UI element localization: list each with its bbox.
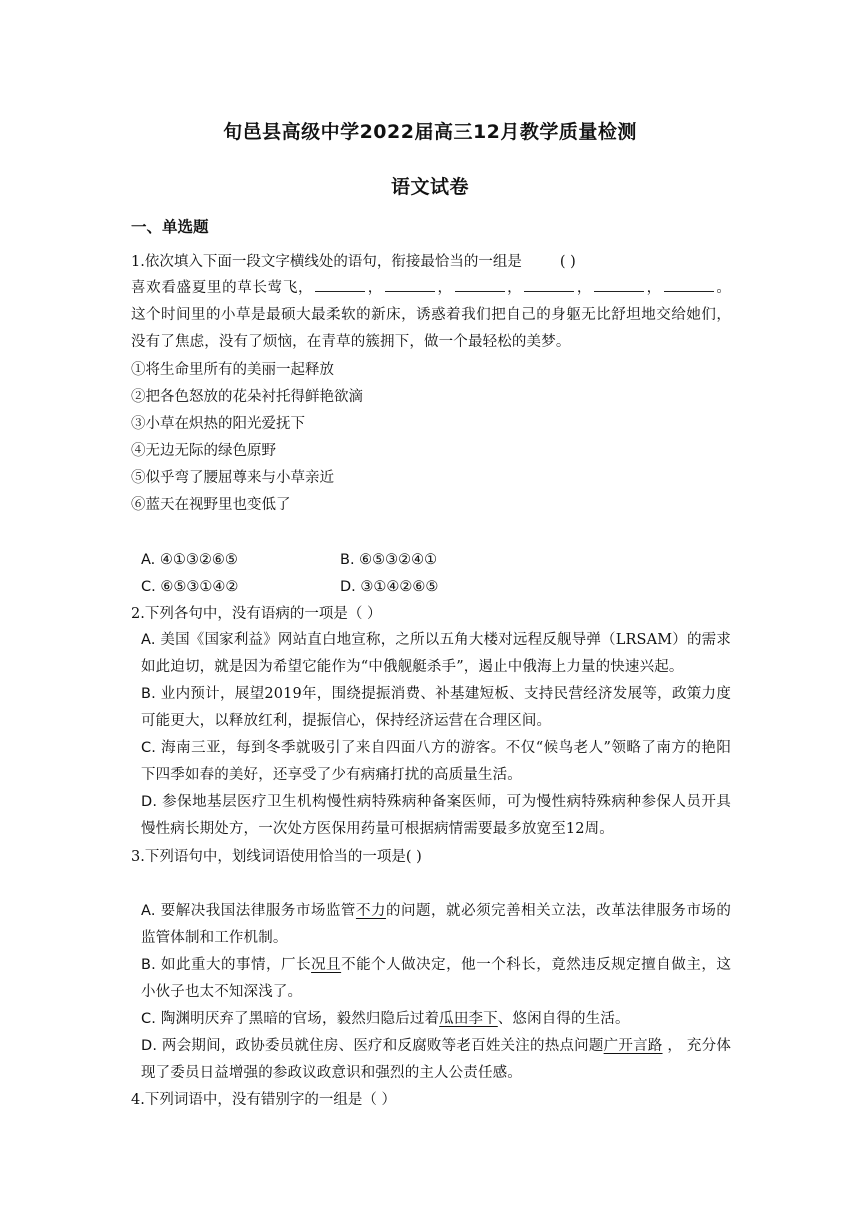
blank-5 (594, 277, 644, 292)
question-3-option-c[interactable] (141, 1006, 731, 1033)
exam-subtitle: 语文试卷 (390, 176, 469, 198)
blank-2 (385, 277, 435, 292)
option-text: ⑥⑤③①④② (160, 579, 239, 595)
question-3-option-b[interactable] (141, 952, 731, 1006)
question-1-option-a[interactable] (141, 550, 238, 570)
option-text: 美国《国家利益》网站直白地宣称，之所以五角大楼对远程反舰导弹（LRSAM）的需求如此迫切，就是因为希望它能作为“中俄舰艇杀手”，遏止中俄海上力量的快速兴起。 (141, 632, 731, 675)
answer-paren: ( ) (559, 254, 576, 270)
option-label: C. (141, 1011, 157, 1027)
section-heading: 一、单选题 (131, 218, 209, 236)
option-text: ⑥⑤③②④① (359, 552, 438, 568)
question-1-option-d[interactable] (340, 577, 438, 597)
question-1-option-c[interactable] (141, 577, 238, 597)
question-3-stem: 3.下列语句中，划线词语使用恰当的一项是( ) (131, 849, 422, 865)
question-3-option-a[interactable] (141, 898, 731, 952)
option-label: C. (141, 740, 157, 756)
option-label: A. (141, 632, 156, 648)
blank-3 (455, 277, 505, 292)
sentence-item: ⑤似乎弯了腰屈尊来与小草亲近 (131, 470, 334, 486)
blank-6 (664, 277, 714, 292)
option-label: D. (141, 794, 158, 810)
underlined-word: 不力 (355, 903, 386, 919)
exam-title: 旬邑县高级中学2022届高三12月教学质量检测 (223, 121, 637, 143)
sentence-item: ⑥蓝天在视野里也变低了 (131, 497, 291, 513)
question-3-option-d[interactable] (141, 1033, 731, 1087)
option-label: C. (141, 579, 156, 595)
option-text: 业内预计，展望2019年，围绕提振消费、补基建短板、支持民营经济发展等，政策力度可能更大，以释放红利，提振信心，保持经济运营在合理区间。 (141, 686, 731, 729)
option-text-pre: 要解决我国法律服务市场监管 (160, 903, 356, 919)
question-1-stem (131, 252, 576, 272)
option-text-pre: 两会期间，政协委员就住房、医疗和反腐败等老百姓关注的热点问题 (161, 1038, 604, 1054)
question-2-stem: 2.下列各句中，没有语病的一项是（ ） (131, 606, 382, 622)
question-2-option-c[interactable] (141, 735, 731, 789)
sentence-item: ③小草在炽热的阳光爱抚下 (131, 416, 305, 432)
option-text-post: 的问题，就必须完善相关立法，改革法律服务市场的监管体制和工作机制。 (141, 903, 732, 946)
sentence-item: ④无边无际的绿色原野 (131, 443, 276, 459)
question-1-passage: 喜欢看盛夏里的草长莺飞， ， ， ， ， ， 。这个时间里的小草是最硕大最柔软的新床，诱惑着我们把自己的身躯无比舒坦地交给她们，没有了焦虑，没有了烦恼，在青草的簇拥下，做一个最轻松的美梦。 (131, 275, 731, 356)
sentence-item: ①将生命里所有的美丽一起释放 (131, 362, 334, 378)
blank-1 (315, 277, 365, 292)
passage-start: 喜欢看盛夏里的草长莺飞， (131, 280, 314, 296)
option-label: B. (141, 957, 156, 973)
question-2-option-a[interactable] (141, 627, 731, 681)
option-text-post: 不能个人做决定，他一个科长，竟然违反规定擅自做主，这小伙子也太不知深浅了。 (141, 957, 731, 1000)
sentence-item: ②把各色怒放的花朵衬托得鲜艳欲滴 (131, 389, 363, 405)
option-label: B. (340, 552, 355, 568)
option-label: A. (141, 552, 156, 568)
option-text-pre: 如此重大的事情，厂长 (160, 957, 312, 973)
question-4-stem: 4.下列词语中，没有错别字的一组是（ ） (131, 1092, 396, 1108)
option-label: A. (141, 903, 156, 919)
option-text-post: 、悠闲自得的生活。 (497, 1011, 630, 1027)
option-text: 海南三亚，每到冬季就吸引了来自四面八方的游客。不仅“候鸟老人”领略了南方的艳阳下四季如春的美好，还享受了少有病痛打扰的高质量生活。 (141, 740, 731, 783)
question-2-option-b[interactable] (141, 681, 731, 735)
underlined-word: 瓜田李下 (439, 1011, 498, 1027)
option-text-post: ， 充分体现了委员日益增强的参政议政意识和强烈的主人公责任感。 (141, 1038, 732, 1081)
option-text: ③①④②⑥⑤ (360, 579, 439, 595)
option-label: D. (141, 1038, 158, 1054)
question-2-option-d[interactable] (141, 789, 731, 843)
blank-4 (524, 277, 574, 292)
underlined-word: 广开言路 (603, 1038, 663, 1054)
question-1-option-b[interactable] (340, 550, 437, 570)
option-label: B. (141, 686, 156, 702)
option-text-pre: 陶渊明厌弃了黑暗的官场，毅然归隐后过着 (160, 1011, 440, 1027)
passage-end: 这个时间里的小草是最硕大最柔软的新床，诱惑着我们把自己的身躯无比舒坦地交给她们，没有了焦虑，没有了烦恼，在青草的簇拥下，做一个最轻松的美梦。 (131, 307, 731, 350)
option-text: ④①③②⑥⑤ (159, 552, 238, 568)
option-label: D. (340, 579, 356, 595)
question-1-stem-text: 1.依次填入下面一段文字横线处的语句，衔接最恰当的一组是 (131, 254, 522, 270)
underlined-word: 况且 (311, 957, 342, 973)
option-text: 参保地基层医疗卫生机构慢性病特殊病种备案医师，可为慢性病特殊病种参保人员开具慢性病长期处方，一次处方医保用药量可根据病情需要最多放宽至12周。 (141, 794, 731, 837)
